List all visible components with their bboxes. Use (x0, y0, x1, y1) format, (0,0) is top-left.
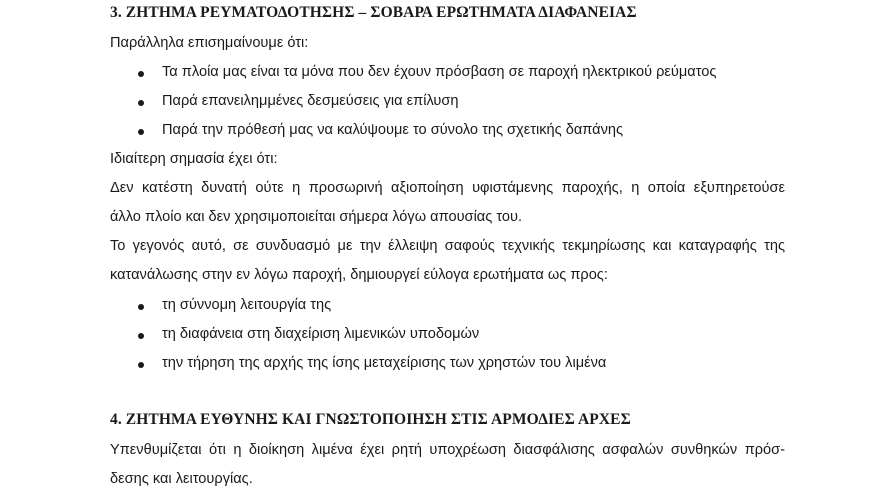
list-item-text: τη σύννομη λειτουργία της (162, 297, 332, 313)
section-3-heading: 3. ΖΗΤΗΜΑ ΡΕΥΜΑΤΟΔΟΤΗΣΗΣ – ΣΟΒΑΡΑ ΕΡΩΤΗΜΑΤΑ ΔΙΑΦΑΝΕΙΑΣ (110, 4, 637, 21)
list-item-text: τη διαφάνεια στη διαχείριση λιμενικών υποδομών (162, 326, 480, 342)
bullet-icon (138, 100, 144, 106)
section-4-paragraph-line-2: δεσης και λειτουργίας. (110, 471, 253, 487)
paragraph-2-line-2: κατανάλωσης στην εν λόγω παροχή, δημιουργεί εύλογα ερωτήματα ως προς: (110, 267, 608, 283)
paragraph-1-line-1: Δεν κατέστη δυνατή ούτε η προσωρινή αξιοποίηση υφιστάμενης παροχής, η οποία εξυπηρετούσε (110, 180, 785, 196)
list-item-text: Παρά την πρόθεσή μας να καλύψουμε το σύνολο της σχετικής δαπάνης (162, 122, 624, 138)
section-4-paragraph-line-1: Υπενθυμίζεται ότι η διοίκηση λιμένα έχει ρητή υποχρέωση διασφάλισης ασφαλών συνθηκών πρόσ- (110, 442, 785, 458)
bullet-icon (138, 304, 144, 310)
section-4-heading: 4. ΖΗΤΗΜΑ ΕΥΘΥΝΗΣ ΚΑΙ ΓΝΩΣΤΟΠΟΙΗΣΗ ΣΤΙΣ ΑΡΜΟΔΙΕΣ ΑΡΧΕΣ (110, 411, 631, 428)
paragraph-1-line-2: άλλο πλοίο και δεν χρησιμοποιείται σήμερα λόγω απουσίας του. (110, 209, 523, 225)
paragraph-2-line-1: Το γεγονός αυτό, σε συνδυασμό με την έλλειψη σαφούς τεχνικής τεκμηρίωσης και καταγραφής της (110, 238, 785, 254)
bullet-icon (138, 71, 144, 77)
list-item-text: Παρά επανειλημμένες δεσμεύσεις για επίλυση (162, 93, 459, 109)
bullet-icon (138, 333, 144, 339)
list-item-text: Τα πλοία μας είναι τα μόνα που δεν έχουν πρόσβαση σε παροχή ηλεκτρικού ρεύματος (162, 64, 717, 80)
section-3-note: Ιδιαίτερη σημασία έχει ότι: (110, 151, 278, 167)
section-3-intro: Παράλληλα επισημαίνουμε ότι: (110, 35, 309, 51)
bullet-icon (138, 362, 144, 368)
list-item-text: την τήρηση της αρχής της ίσης μεταχείρισης των χρηστών του λιμένα (162, 355, 607, 371)
bullet-icon (138, 129, 144, 135)
